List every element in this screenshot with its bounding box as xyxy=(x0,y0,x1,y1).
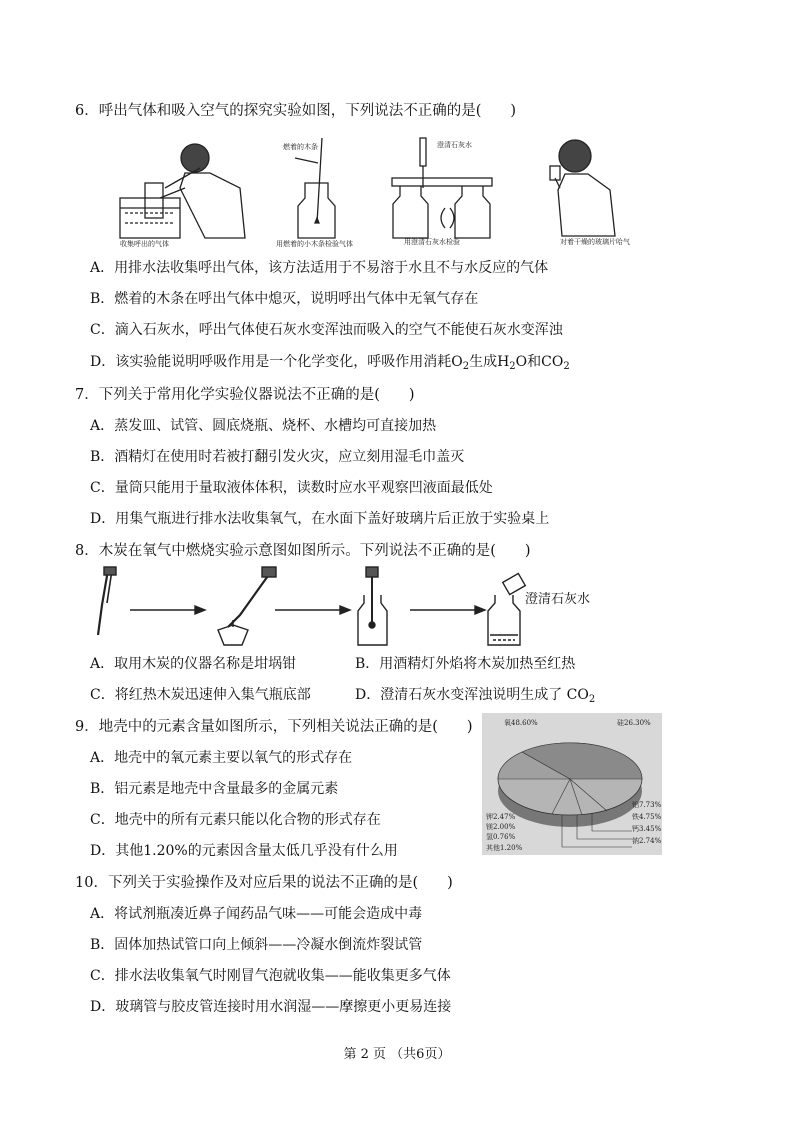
q9-label-k: 钾2.47% xyxy=(486,813,516,821)
q8-option-d: D．澄清石灰水变浑浊说明生成了 $CO_2$ xyxy=(355,687,596,705)
q6-panel-lime xyxy=(392,138,492,238)
q9-label-al: 铝7.73% xyxy=(632,801,662,809)
q6-caption-4: 对着干燥的玻璃片哈气 xyxy=(560,238,630,246)
q6-caption-2: 用燃着的小木条检验气体 xyxy=(276,240,353,248)
q9-label-ca: 钙3.45% xyxy=(632,825,662,833)
q8-option-b: B．用酒精灯外焰将木炭加热至红热 xyxy=(355,656,576,672)
q6-stem: 6．呼出气体和吸入空气的探究实验如图，下列说法不正确的是( ) xyxy=(75,103,517,119)
q6-caption-1: 收集呼出的气体 xyxy=(120,240,169,248)
q6-stick-label: 燃着的木条 xyxy=(283,143,318,151)
q7-option-b: B．酒精灯在使用时若被打翻引发火灾，应立刻用湿毛巾盖灭 xyxy=(90,449,465,465)
q6-option-c: C．滴入石灰水，呼出气体使石灰水变浑浊而吸入的空气不能使石灰水变浑浊 xyxy=(90,322,563,338)
q6-panel-glass xyxy=(550,140,615,236)
q9-label-mg: 镁2.00% xyxy=(486,823,516,831)
q9-option-d: D．其他1.20%的元素因含量太低几乎没有什么用 xyxy=(90,843,398,859)
q7-option-c: C．量筒只能用于量取液体体积，读数时应水平观察凹液面最低处 xyxy=(90,480,493,496)
q8-option-c: C．将红热木炭迅速伸入集气瓶底部 xyxy=(90,687,311,703)
q9-label-fe: 铁4.75% xyxy=(632,813,662,821)
q6-caption-3: 用澄清石灰水检验 xyxy=(404,238,460,246)
q10-stem: 10．下列关于实验操作及对应后果的说法不正确的是( ) xyxy=(75,875,453,891)
q9-label-h: 氢0.76% xyxy=(486,833,516,841)
q8-stem: 8．木炭在氧气中燃烧实验示意图如图所示。下列说法不正确的是( ) xyxy=(75,543,531,559)
q6-option-d: D．该实验能说明呼吸作用是一个化学变化，呼吸作用消耗$O_2$生成$H_2O$和$CO_2$ xyxy=(90,354,570,372)
q8-limewater-label: 澄清石灰水 xyxy=(525,592,591,607)
q9-label-other: 其他1.20% xyxy=(486,844,523,852)
q9-option-b: B．铝元素是地壳中含量最多的金属元素 xyxy=(90,781,339,797)
page-footer: 第 2 页 （共6页） xyxy=(343,1047,451,1062)
q9-option-a: A．地壳中的氧元素主要以氧气的形式存在 xyxy=(90,750,353,766)
q9-pie-chart xyxy=(482,713,662,855)
q6-panel-stick xyxy=(295,138,335,238)
q9-stem: 9．地壳中的元素含量如图所示，下列相关说法正确的是( ) xyxy=(75,719,473,735)
q6-panel-collect xyxy=(120,144,245,238)
q7-stem: 7．下列关于常用化学实验仪器说法不正确的是( ) xyxy=(75,387,415,403)
q6-lime-label: 澄清石灰水 xyxy=(437,141,472,149)
q9-label-o: 氧48.60% xyxy=(504,719,538,727)
q6-option-a: A．用排水法收集呼出气体，该方法适用于不易溶于水且不与水反应的气体 xyxy=(90,260,549,276)
q7-option-d: D．用集气瓶进行排水法收集氧气，在水面下盖好玻璃片后正放于实验桌上 xyxy=(90,511,550,527)
q9-option-c: C．地壳中的所有元素只能以化合物的形式存在 xyxy=(90,812,381,828)
q6-figures xyxy=(110,128,670,253)
q10-option-c: C．排水法收集氧气时刚冒气泡就收集——能收集更多气体 xyxy=(90,968,451,984)
q9-label-na: 钠2.74% xyxy=(632,837,662,845)
q6-option-b: B．燃着的木条在呼出气体中熄灭，说明呼出气体中无氧气存在 xyxy=(90,291,479,307)
q9-label-si: 硅26.30% xyxy=(617,719,651,727)
q10-option-a: A．将试剂瓶凑近鼻子闻药品气味——可能会造成中毒 xyxy=(90,906,423,922)
q10-option-b: B．固体加热试管口向上倾斜——冷凝水倒流炸裂试管 xyxy=(90,937,423,953)
q8-option-a: A．取用木炭的仪器名称是坩埚钳 xyxy=(90,656,297,672)
q10-option-d: D．玻璃管与胶皮管连接时用水润湿——摩擦更小更易连接 xyxy=(90,999,452,1015)
q7-option-a: A．蒸发皿、试管、圆底烧瓶、烧杯、水槽均可直接加热 xyxy=(90,418,437,434)
